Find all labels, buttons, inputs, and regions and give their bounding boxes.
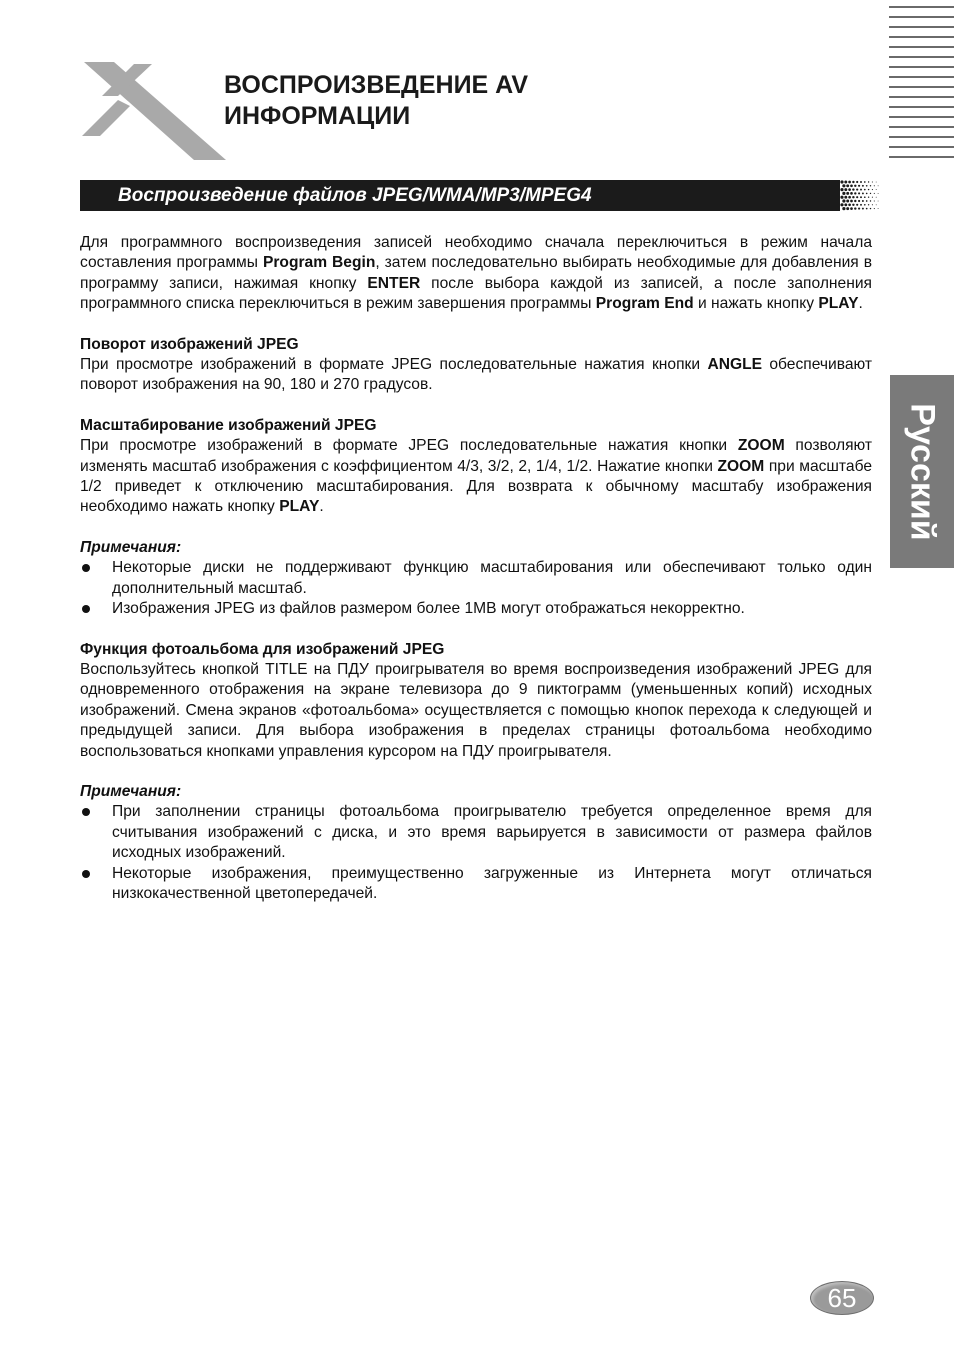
- language-tab-label: Русский: [903, 402, 942, 541]
- notes1-list: [80, 558, 872, 619]
- main-content: [80, 233, 872, 904]
- list-item: При заполнении страницы фотоальбома проигрывателю требуется определенное время для считывания изображений с диска, и это время варьируется в зависимости от размера файлов исходных изображений.: [80, 802, 872, 863]
- page-title-line2: ИНФОРМАЦИИ: [224, 102, 411, 130]
- album-heading: Функция фотоальбома для изображений JPEG: [80, 640, 445, 658]
- rotate-heading: Поворот изображений JPEG: [80, 335, 299, 353]
- x-logo-icon: [78, 60, 228, 162]
- notes1-heading: Примечания:: [80, 538, 182, 556]
- notes2-heading: Примечания:: [80, 782, 182, 800]
- list-item: Некоторые диски не поддерживают функцию масштабирования или обеспечивают только один дополнительный масштаб.: [80, 558, 872, 599]
- notes2-list: [80, 802, 872, 904]
- section-header-bar: [80, 180, 840, 211]
- intro-paragraph: Для программного воспроизведения записей необходимо сначала переключиться в режим начала составления программы Program Begin, затем последовательно выбирать необходимые для добавления в программу записи, нажимая кнопку ENTER после выбора каждой из записей, а после заполнения программного списка переключиться в режим завершения программы Program End и нажать кнопку PLAY.: [80, 234, 872, 313]
- decorative-stripes: [889, 6, 954, 166]
- halftone-dots-decoration: [840, 180, 880, 211]
- rotate-paragraph: При просмотре изображений в формате JPEG последовательные нажатия кнопки ANGLE обеспечивают поворот изображения на 90, 180 и 270 градусов.: [80, 356, 872, 394]
- page-number-badge: [810, 1281, 874, 1315]
- list-item: Изображения JPEG из файлов размером более 1MB могут отображаться некорректно.: [80, 599, 872, 619]
- section-title: Воспроизведение файлов JPEG/WMA/MP3/MPEG4: [118, 185, 592, 206]
- page-number: 65: [827, 1283, 857, 1313]
- page-title-line1: ВОСПРОИЗВЕДЕНИЕ AV: [224, 71, 529, 99]
- zoom-paragraph: При просмотре изображений в формате JPEG последовательные нажатия кнопки ZOOM позволяют изменять масштаб изображения с коэффициентом 4/3, 3/2, 2, 1/4, 1/2. Нажатие кнопки ZOOM при масштабе 1/2 приведет к отключению масштабирования. Для возврата к обычному масштабу изображения необходимо нажать кнопку PLAY.: [80, 437, 873, 516]
- language-tab: [890, 375, 954, 568]
- list-item: Некоторые изображения, преимущественно загруженные из Интернета могут отличаться низкокачественной цветопередачей.: [80, 864, 872, 905]
- album-paragraph: Воспользуйтесь кнопкой TITLE на ПДУ проигрывателя во время воспроизведения изображений JPEG для одновременного отображения на экране телевизора до 9 пиктограмм (уменьшенных копий) исходных изображений. Смена экранов «фотоальбома» осуществляется с помощью кнопок перехода к следующей и предыдущей записи. Для выбора изображения в пределах страницы фотоальбома необходимо воспользоваться кнопками управления курсором на ПДУ проигрывателя.: [80, 660, 872, 760]
- zoom-heading: Масштабирование изображений JPEG: [80, 416, 377, 434]
- page-title: [224, 70, 784, 132]
